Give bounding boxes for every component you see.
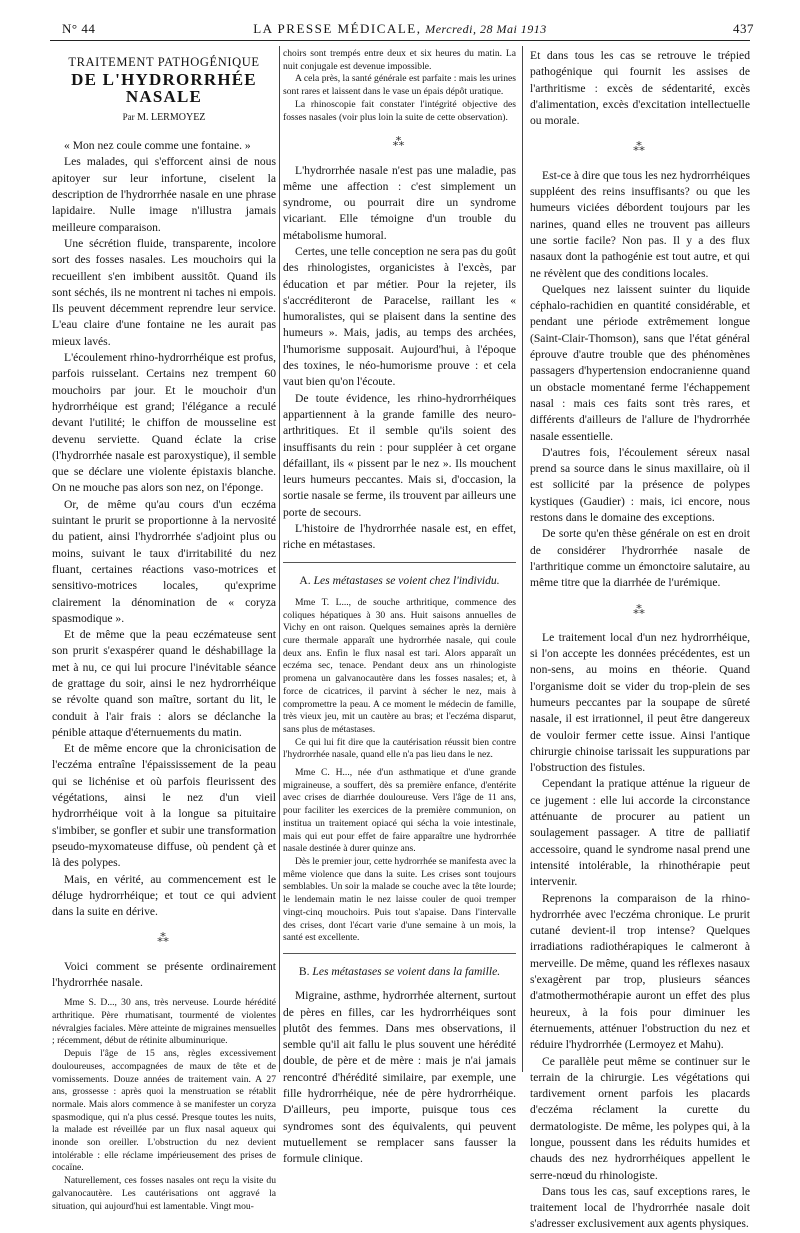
section-rule	[283, 562, 516, 563]
paragraph: Or, de même qu'au cours d'un eczéma suintant le prurit se proportionne à la nervosité du patient, ainsi l'hydrorrhée s'adjoint plus ou moins, suivant le taux d'irritabilité du nez fluant, certaines réactions vaso-motrices et sensitivo-motrices locales, qu'exprime clairement la dénomination de « coryza spasmodique ».	[52, 497, 276, 625]
case-paragraph: Dès le premier jour, cette hydrorrhée se manifesta avec la même violence que dans la suite. Les crises sont toujours semblables. Un soir la malade se couche avec la tête lourde; le lendemain matin le nez laisse couler de quoi tremper vingt-cinq mouchoirs. Puis tout s'apaise. Dans l'intervalle des crises, dont l'écart varie d'une semaine à un mois, la santé est excellente.	[283, 856, 516, 944]
issue-number: N° 44	[62, 21, 96, 36]
paragraph: Une sécrétion fluide, transparente, incolore sort des fosses nasales. Les mouchoirs qui la recueillent s'en imbibent aussitôt. Quand ils sont séchés, ils ne montrent ni taches ni empois. Ils peuvent décemment reprendre leur service. L'eau claire d'une fontaine ne les aurait pas mieux lavés.	[52, 236, 276, 348]
paragraph: De toute évidence, les rhino-hydrorrhéiques appartiennent à la grande famille des neuro-arthritiques. Et il semble qu'ils soient des insuffisants du rein : pour suppléer à cet organe défaillant, ils « pissent par le nez ». Ils mouchent leurs humeurs peccantes. Mais si, d'occasion, la sortie nasale se ferme, ils trouvent par ailleurs une porte de secours.	[283, 391, 516, 519]
paragraph: L'histoire de l'hydrorrhée nasale est, en effet, riche en métastases.	[283, 522, 516, 552]
paragraph: « Mon nez coule comme une fontaine. »	[64, 139, 251, 153]
case-paragraph: Mme S. D..., 30 ans, très nerveuse. Lourde hérédité arthritique. Père rhumatisant, tourmenté de violentes névralgies faciales. Mère atteinte de migraines mensuelles ; récemment, début de rétinite albuminurique.	[52, 997, 276, 1047]
paragraph: Et de même encore que la chronicisation de l'eczéma entraîne l'épaississement de la peau qui se lichénise et où parfois fleurissent des végétations, ainsi le nez d'un vieil hydrorrhéique voit à la longue sa pituitaire s'imbiber, se gonfler et subir une transformation pseudo-myxomateuse diffuse, où pendent çà et là des polypes.	[52, 742, 276, 870]
section-heading-b	[283, 964, 516, 980]
paragraph: Dans tous les cas, sauf exceptions rares, le traitement local de l'hydrorrhée nasale doit s'adresser exclusivement aux agents physiques.	[530, 1184, 750, 1231]
paragraph: Voici comment se présente ordinairement l'hydrorrhée nasale.	[52, 959, 276, 990]
case-report-continued	[283, 48, 516, 124]
paragraph: L'hydrorrhée nasale n'est pas une maladie, pas même une affection : c'est simplement un syndrome, ou pourrait dire un syndrome vicariant. Elle témoigne d'un trouble du métabolisme humoral.	[283, 163, 516, 242]
paragraph: Reprenons la comparaison de la rhino-hydrorrhée avec l'eczéma chronique. Le prurit cutané devient-il trop intense? Quelques irradiations radiothérapiques le calmeront à merveille. De même, quand les réflexes nasaux s'exagèrent par trop, plusieurs séances d'atmothermothérapie auront un effet des plus heureux, à la fois pour diminuer les éternuements, atténuer l'obstruction du nez et réduire l'hydrorrhée (Lermoyez et Mahu).	[530, 891, 750, 1052]
paragraph: Est-ce à dire que tous les nez hydrorrhéiques suppléent des reins insuffisants? ou que les humeurs viciées débordent toujours par les narines, quand elles ne trouvent pas ailleurs une sortie facile? Non pas. Il y a des flux nasaux dont la pathogénie est tout autre, et qui ne révèlent que des conditions locales.	[530, 168, 750, 280]
paragraph: Les malades, qui s'efforcent ainsi de nous apitoyer sur leur infortune, ciselent la description de l'hydrorrhée nasale en une phrase lapidaire. Nulle image n'illustra jamais meilleure comparaison.	[52, 155, 276, 234]
issue-date: Mercredi, 28 Mai 1913	[425, 22, 547, 36]
case-paragraph: A cela près, la santé générale est parfaite : mais les urines sont rares et laissent dans le vase un épais dépôt uratique.	[283, 73, 516, 98]
page-number: 437	[733, 21, 754, 36]
author-name: M. LERMOYEZ	[137, 111, 206, 123]
column-2	[283, 48, 516, 1166]
case-report	[283, 597, 516, 945]
running-header	[36, 21, 764, 41]
column-divider	[522, 46, 523, 1072]
case-paragraph: Naturellement, ces fosses nasales ont reçu la visite du galvanocautère. Les cautérisations ont aggravé la situation, qui aujourd'hui est lamentable. Vingt mou-	[52, 1175, 276, 1212]
case-paragraph: Mme T. L..., de souche arthritique, commence des coliques hépatiques à 30 ans. Huit saisons annuelles de Vichy en ont raison. Quelques semaines après la dernière cure thermale apparaît une hydrorrhée nasale, qui coule deux ans. Enfin le flux nasal est tari. Alors apparaît un eczéma sec, tenace. Pendant deux ans un rhinologiste promena un galvanocautère dans les fosses nasales; et, à force de cicatrices, il parvint à sécher le nez, mais à compromettre la peau. A ce moment le médecin de famille, très vieux jeu, mit un cautère au bras; et l'eczéma disparut, sans plus de métastases.	[283, 596, 516, 735]
column-1	[52, 48, 276, 1212]
paragraph: Quelques nez laissent suinter du liquide céphalo-rachidien en quantité considérable, et pendant une période extrêmement longue (Saint-Clair-Thomson), sans que l'état général éprouve d'autre trouble que des phénomènes passagers d'hypertension endocranienne quand un obstacle momentané ferme l'échappement nasal : mais ces faits sont très rares, et différents d'ailleurs de l'allure de l'hydrorrhée nasale essentielle.	[530, 282, 750, 443]
article-author	[52, 109, 276, 126]
paragraph: Ce parallèle peut même se continuer sur le terrain de la chirurgie. Les végétations qui tardivement ornent parfois les placards d'eczéma réclament la curette du dermatologiste. De même, les polypes qui, à la longue, poussent dans les réduits humides et chauds des nez hydrorrhéiques appellent le serre-nœud du rhinologiste.	[530, 1054, 750, 1182]
asterism-separator: ⁂	[633, 602, 647, 617]
case-paragraph: choirs sont trempés entre deux et six heures du matin. La nuit conjugale est devenue impossible.	[283, 48, 516, 72]
case-paragraph: La rhinoscopie fait constater l'intégrité objective des fosses nasales (voir plus loin la suite de cette observation).	[283, 98, 516, 123]
article-title: DE L'HYDRORRHÉE NASALE	[71, 70, 257, 106]
paragraph: Cependant la pratique atténue la rigueur de ce jugement : elle lui accorde la circonstance atténuante de procurer au patient un soulagement passager. A titre de palliatif accessoire, quand le syndrome nasal prend une intensité intolérable, la rhinothérapie peut intervenir.	[530, 777, 750, 889]
paragraph: De sorte qu'en thèse générale on est en droit de considérer l'hydrorrhée nasale de l'arthritique comme un émonctoire salutaire, au même titre que la diarrhée de l'urémique.	[530, 527, 750, 590]
paragraph: Migraine, asthme, hydrorrhée alternent, surtout de pères en filles, car les hydrorrhéiques sont plutôt des femmes. Dans mes observations, il semble qu'il ait fallu le plus souvent une hérédité double, de père et de mère : mais je n'ai jamais rencontré d'hérédité similaire, par exemple, une fille hydrorrhéique, née de père hydrorrhéique. D'ailleurs, peu importe, puisque tous ces syndromes sont des équivalents, qui peuvent mutuellement se remplacer sans fausser la formule clinique.	[283, 989, 516, 1166]
section-title: Les métastases se voient chez l'individu.	[313, 573, 500, 587]
paragraph: L'écoulement rhino-hydrorrhéique est profus, parfois ruisselant. Certains nez trempent 60 mouchoirs par jour. Et le mouchoir d'un hydrorrhéique est grand; l'élégance a reculé devant l'utilité; le chiffon de mousseline est devenu serviette. Quand éclate la crise (l'hydrorrhée nasale est paroxystique), il semble que se déclare une violente épistaxis blanche. On ne mouche pas alors son nez, on l'éponge.	[52, 351, 276, 495]
paragraph: Le traitement local d'un nez hydrorrhéique, si l'on accepte les données précédentes, est un non-sens, au moins en théorie. Quand l'organisme doit se vider du trop-plein de ses humeurs peccantes par la soupape de sûreté nasale, il est irrationnel, il peut être dangereux de vouloir fermer cette issue. Ainsi l'antique chirurgie chinoise tarissait les suppurations par l'obstruction des fistules.	[530, 630, 750, 775]
column-divider	[279, 46, 280, 1072]
section-letter: B.	[298, 964, 310, 978]
header-rule	[50, 40, 750, 41]
paragraph: Et dans tous les cas se retrouve le trépied pathogénique qui fournit les assises de l'arthritisme : excès de sédentarité, excès d'alimentation, excès d'excitation intellectuelle ou morale.	[530, 49, 750, 128]
article-supertitle: TRAITEMENT PATHOGÉNIQUE	[68, 55, 260, 69]
case-report	[52, 997, 276, 1213]
column-3	[530, 48, 750, 1231]
section-rule	[283, 953, 516, 954]
section-heading-a	[283, 573, 516, 589]
paper-title: LA PRESSE MÉDICALE,	[253, 21, 422, 36]
header-title	[36, 21, 764, 37]
paragraph: Certes, une telle conception ne sera pas du goût des rhinologistes, organicistes à l'excès, par éducation et par métier. Pour la rejeter, ils s'accréditeront de Paracelse, raillant les « humoralistes, qui se plaisent dans la sentine des humeurs ». Mais, jadis, au temps des archées, l'humorisme supposait. Aujourd'hui, à l'époque des toxines, le néo-humorisme prouve : et cela vaut bien qu'on l'écoute.	[283, 245, 516, 389]
paragraph: Mais, en vérité, au commencement est le déluge hydrorrhéique; et tout ce qui advient dans la suite en dérive.	[52, 872, 276, 919]
case-paragraph: Ce qui lui fit dire que la cautérisation réussit bien contre l'hydrorrhée nasale, quand elle n'a pas lieu dans le nez.	[283, 736, 516, 761]
asterism-separator: ⁂	[392, 135, 407, 150]
paragraph: Et de même que la peau eczémateuse sent son prurit s'exaspérer quand le déshabillage la met à nu, ce qui lui procure l'inévitable séance de grattage du soir, ainsi le nez hydrorrhéique se révolte quand son maître, sortant du lit, le conduit à l'air frais : alors se déclanche la pénible attaque d'éternuements du matin.	[52, 628, 276, 739]
author-prefix: Par	[122, 111, 135, 122]
asterism-separator: ⁂	[633, 140, 647, 155]
section-title: Les métastases se voient dans la famille.	[312, 964, 501, 978]
section-letter: A.	[299, 573, 311, 587]
case-paragraph: Mme C. H..., née d'un asthmatique et d'une grande migraineuse, a souffert, dès sa première enfance, d'entérite avec crises de diarrhée douloureuse. Vers l'âge de 11 ans, pour faciliter les exercices de la première communion, on institua un traitement opiacé qui sécha la voie intestinale, mais qui eut pour effet de faire apparaître une hydrorrhée nasale destinée à durer quinze ans.	[283, 767, 516, 855]
asterism-separator: ⁂	[157, 931, 171, 946]
case-paragraph: Depuis l'âge de 15 ans, règles excessivement douloureuses, accompagnées de maux de tête et de vomissements. Douze années de traitement vain. A 27 ans, grossesse : après quoi la menstruation se rétablit normale. Mais alors commence à se manifester un coryza spasmodique, qui n'a plus cessé. Presque toutes les nuits, la malade est réveillée par un flux nasal aqueux qui inonde son oreiller. L'obstruction du nez devient intolérable : elle réclame impérieusement des prises de cocaïne.	[52, 1048, 276, 1174]
paragraph: D'autres fois, l'écoulement séreux nasal prend sa source dans le sinus maxillaire, où il est sollicité par la présence de polypes kystiques (Gaudier) : mais, ici encore, nous restons dans le domaine des exceptions.	[530, 445, 750, 525]
